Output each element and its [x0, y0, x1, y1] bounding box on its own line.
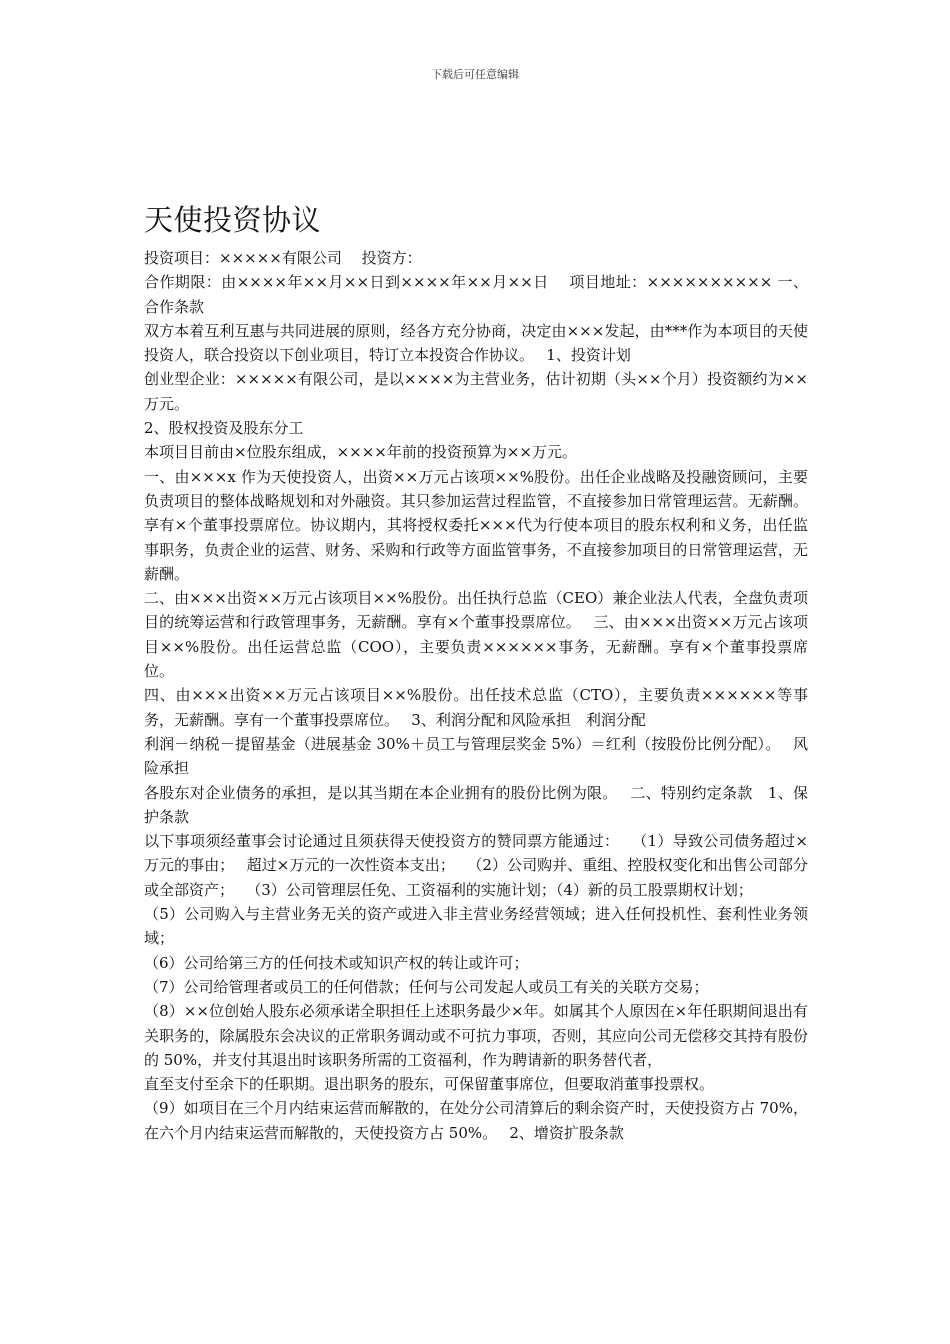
- paragraph-item-9: （9）如项目在三个月内结束运营而解散的，在处分公司清算后的剩余资产时，天使投资方占 70%，在六个月内结束运营而解散的，天使投资方占 50%。 2、增资扩股条款: [144, 1099, 808, 1142]
- paragraph-principles: 双方本着互利互惠与共同进展的原则，经各方充分协商，决定由×××发起，由***作为本项目的天使投资人，联合投资以下创业项目，特订立本投资合作协议。 1、投资计划: [144, 321, 808, 365]
- paragraph-debt-liability: 各股东对企业债务的承担，是以其当期在本企业拥有的股份比例为限。 二、特别约定条款 1、保护条款: [144, 783, 808, 826]
- paragraph-tenure: 直至支付至余下的任职期。退出职务的股东，可保留董事席位，但要取消董事投票权。: [144, 1075, 715, 1094]
- document-body: [144, 200, 808, 1145]
- paragraph-board-approval: 以下事项须经董事会讨论通过且须获得天使投资方的赞同票方能通过： （1）导致公司债务超过×万元的事由； 超过×万元的一次性资本支出； （2）公司购并、重组、控股权变化和出售公司部分或全部资产； （3）公司管理层任免、工资福利的实施计划；（4）新的员工股票期权计划；: [144, 832, 808, 899]
- paragraph-shareholder-four: 四、由×××出资××万元占该项目××%股份。出任技术总监（CTO），主要负责××××××等事务，无薪酬。享有一个董事投票席位。 3、利润分配和风险承担 利润分配: [144, 686, 808, 729]
- paragraph-investment-project: 投资项目：×××××有限公司 投资方：: [144, 249, 422, 267]
- paragraph-cooperation-period: 合作期限：由××××年××月××日到××××年××月××日 项目地址：×××××××××× 一、合作条款: [144, 273, 808, 316]
- paragraph-startup-enterprise: 创业型企业：×××××有限公司，是以××××为主营业务，估计初期（头××个月）投资额约为××万元。: [144, 370, 808, 413]
- paragraph-shareholders: 本项目目前由×位股东组成，××××年前的投资预算为××万元。: [144, 443, 577, 462]
- paragraph-shareholder-two-three: 二、由×××出资××万元占该项目××%股份。出任执行总监（CEO）兼企业法人代表，全盘负责项目的统筹运营和行政管理事务，无薪酬。享有×个董事投票席位。 三、由×××出资××万元占该项目××%股份。出任运营总监（COO），主要负责××××××事务，无薪酬。享有×个董事投票席位。: [144, 589, 808, 681]
- page-header: 下载后可任意编辑: [431, 68, 519, 81]
- paragraph-item-5: （5）公司购入与主营业务无关的资产或进入非主营业务经营领域；进入任何投机性、套利性业务领域；: [144, 905, 808, 948]
- paragraph-equity-heading: 2、股权投资及股东分工: [144, 419, 304, 438]
- paragraph-item-8: （8）××位创始人股东必须承诺全职担任上述职务最少×年。如属其个人原因在×年任职期间退出有关职务的，除属股东会决议的正常职务调动或不可抗力事项，否则，其应向公司无偿移交其持有股份的 50%，并支付其退出时该职务所需的工资福利，作为聘请新的职务替代者，: [144, 1002, 808, 1069]
- document-title: 天使投资协议: [144, 203, 322, 237]
- paragraph-shareholder-one: 一、由×××x 作为天使投资人，出资××万元占该项××%股份。出任企业战略及投融资顾问，主要负责项目的整体战略规划和对外融资。其只参加运营过程监管，不直接参加日常管理运营。无薪酬。享有×个董事投票席位。协议期内，其将授权委托×××代为行使本项目的股东权利和义务，出任监事职务，负责企业的运营、财务、采购和行政等方面监管事务，不直接参加项目的日常管理运营，无薪酬。: [144, 467, 808, 583]
- paragraph-item-7: （7）公司给管理者或员工的任何借款；任何与公司发起人或员工有关的关联方交易；: [144, 977, 709, 996]
- paragraph-item-6: （6）公司给第三方的任何技术或知识产权的转让或许可；: [144, 953, 529, 972]
- paragraph-profit-formula: 利润－纳税－提留基金（进展基金 30%＋员工与管理层奖金 5%）＝红利（按股份比例分配）。 风险承担: [144, 734, 808, 778]
